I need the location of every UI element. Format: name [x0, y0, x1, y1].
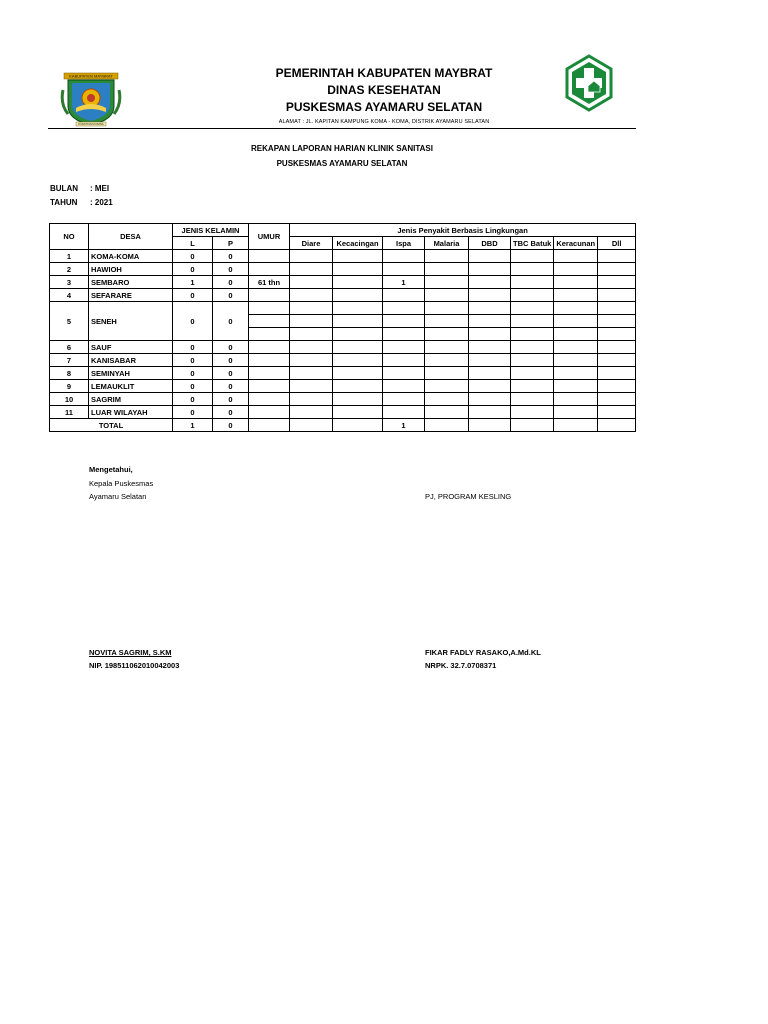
cell-p: 0: [213, 263, 249, 276]
cell-umur: [249, 380, 290, 393]
total-p: 0: [213, 419, 249, 432]
cell-ispa: 1: [383, 276, 425, 289]
header-divider: [48, 128, 636, 129]
col-header-p: P: [213, 237, 249, 250]
approval-line2: Kepala Puskesmas: [89, 479, 154, 488]
cell-desa: LEMAUKLIT: [89, 380, 173, 393]
cell-l: 0: [173, 380, 213, 393]
col-header-keracunan: Keracunan: [554, 237, 598, 250]
right-signatory-id: NRPK. 32.7.0708371: [425, 661, 497, 670]
report-title: REKAPAN LAPORAN HARIAN KLINIK SANITASI: [251, 144, 433, 153]
col-header-malaria: Malaria: [425, 237, 469, 250]
cell-no: 9: [50, 380, 89, 393]
cell-umur: [249, 393, 290, 406]
cell-p: 0: [213, 393, 249, 406]
cell-umur: [249, 354, 290, 367]
emblem-banner-text: KABUPATEN MAYBRAT: [69, 73, 113, 79]
cell-desa: SENEH: [89, 302, 173, 341]
cell-umur: [249, 406, 290, 419]
col-header-dbd: DBD: [469, 237, 511, 250]
total-row: [50, 419, 636, 432]
cell-no: 11: [50, 406, 89, 419]
cell-p: 0: [213, 289, 249, 302]
month-value: : MEI: [90, 184, 110, 193]
col-header-tbc: TBC Batuk: [511, 237, 554, 250]
cell-ispa: [383, 289, 425, 302]
cell-no: 1: [50, 250, 89, 263]
cell-desa: LUAR WILAYAH: [89, 406, 173, 419]
cell-desa: KOMA-KOMA: [89, 250, 173, 263]
month-row: [50, 184, 109, 193]
cell-umur: [249, 250, 290, 263]
total-label: TOTAL: [50, 419, 173, 432]
emblem-motto-text: KOM PIUM KOMNA: [78, 122, 104, 127]
col-header-kecacingan: Kecacingan: [333, 237, 383, 250]
cell-no: 2: [50, 263, 89, 276]
col-header-ispa: Ispa: [383, 237, 425, 250]
cell-ispa: [383, 354, 425, 367]
cell-ispa: [383, 367, 425, 380]
year-value: : 2021: [90, 198, 113, 207]
cell-no: 3: [50, 276, 89, 289]
cell-no: 4: [50, 289, 89, 302]
col-header-desa: DESA: [89, 224, 173, 250]
table-row: [50, 380, 636, 393]
cell-desa: SEMBARO: [89, 276, 173, 289]
col-header-penyakit: Jenis Penyakit Berbasis Lingkungan: [290, 224, 636, 237]
cell-l: 0: [173, 250, 213, 263]
cell-desa: SEFARARE: [89, 289, 173, 302]
header-government: PEMERINTAH KABUPATEN MAYBRAT: [275, 66, 493, 80]
cell-no: 6: [50, 341, 89, 354]
cell-desa: KANISABAR: [89, 354, 173, 367]
cell-l: 0: [173, 367, 213, 380]
header-agency: DINAS KESEHATAN: [327, 83, 441, 97]
header-address: ALAMAT : JL. KAPITAN KAMPUNG KOMA - KOMA, DISTRIK AYAMARU SELATAN: [278, 119, 490, 125]
cell-p: 0: [213, 380, 249, 393]
table-row: [50, 406, 636, 419]
left-signatory-name: NOVITA SAGRIM, S.KM: [89, 648, 172, 657]
table-row: [50, 263, 636, 276]
table-row: [50, 276, 636, 289]
sanitation-report-table: [49, 223, 636, 432]
table-row: [50, 341, 636, 354]
table-row: [50, 367, 636, 380]
col-header-no: NO: [50, 224, 89, 250]
year-row: [50, 198, 113, 207]
cell-desa: SEMINYAH: [89, 367, 173, 380]
table-row: [50, 302, 636, 315]
cell-p: 0: [213, 276, 249, 289]
cell-ispa: [383, 406, 425, 419]
cell-l: 0: [173, 406, 213, 419]
cell-umur: [249, 367, 290, 380]
approval-line3: Ayamaru Selatan: [89, 492, 147, 501]
cell-p: 0: [213, 354, 249, 367]
cell-desa: SAGRIM: [89, 393, 173, 406]
cell-umur: [249, 263, 290, 276]
cell-ispa: [383, 393, 425, 406]
cell-p: 0: [213, 406, 249, 419]
approval-line1: Mengetahui,: [89, 465, 133, 474]
cell-l: 0: [173, 341, 213, 354]
cell-no: 5: [50, 302, 89, 341]
col-header-jenis-kelamin: JENIS KELAMIN: [173, 224, 249, 237]
cell-umur: [249, 289, 290, 302]
month-label: BULAN: [50, 184, 78, 193]
cell-no: 8: [50, 367, 89, 380]
table-row: [50, 393, 636, 406]
col-header-dll: Dll: [598, 237, 636, 250]
report-subtitle: PUSKESMAS AYAMARU SELATAN: [276, 159, 408, 168]
cell-l: 0: [173, 289, 213, 302]
total-l: 1: [173, 419, 213, 432]
cell-desa: HAWIOH: [89, 263, 173, 276]
cell-no: 7: [50, 354, 89, 367]
cell-no: 10: [50, 393, 89, 406]
cell-umur: [249, 341, 290, 354]
cell-p: 0: [213, 302, 249, 341]
col-header-diare: Diare: [290, 237, 333, 250]
cell-p: 0: [213, 367, 249, 380]
year-label: TAHUN: [50, 198, 78, 207]
cell-ispa: [383, 341, 425, 354]
cell-p: 0: [213, 250, 249, 263]
cell-ispa: [383, 250, 425, 263]
cell-desa: SAUF: [89, 341, 173, 354]
left-signatory-id: NIP. 198511062010042003: [89, 661, 180, 670]
cell-l: 0: [173, 302, 213, 341]
total-ispa: 1: [383, 419, 425, 432]
header-puskesmas: PUSKESMAS AYAMARU SELATAN: [285, 100, 483, 114]
table-row: [50, 354, 636, 367]
right-signatory-name: FIKAR FADLY RASAKO,A.Md.KL: [425, 648, 541, 657]
cell-umur: 61 thn: [249, 276, 290, 289]
pj-title: PJ, PROGRAM KESLING: [425, 492, 512, 501]
cell-ispa: [383, 302, 425, 315]
cell-l: 1: [173, 276, 213, 289]
cell-umur: [249, 302, 290, 315]
col-header-l: L: [173, 237, 213, 250]
cell-l: 0: [173, 354, 213, 367]
cell-l: 0: [173, 263, 213, 276]
table-row: [50, 289, 636, 302]
col-header-umur: UMUR: [249, 224, 290, 250]
table-row: [50, 250, 636, 263]
cell-p: 0: [213, 341, 249, 354]
cell-ispa: [383, 380, 425, 393]
cell-ispa: [383, 263, 425, 276]
cell-l: 0: [173, 393, 213, 406]
